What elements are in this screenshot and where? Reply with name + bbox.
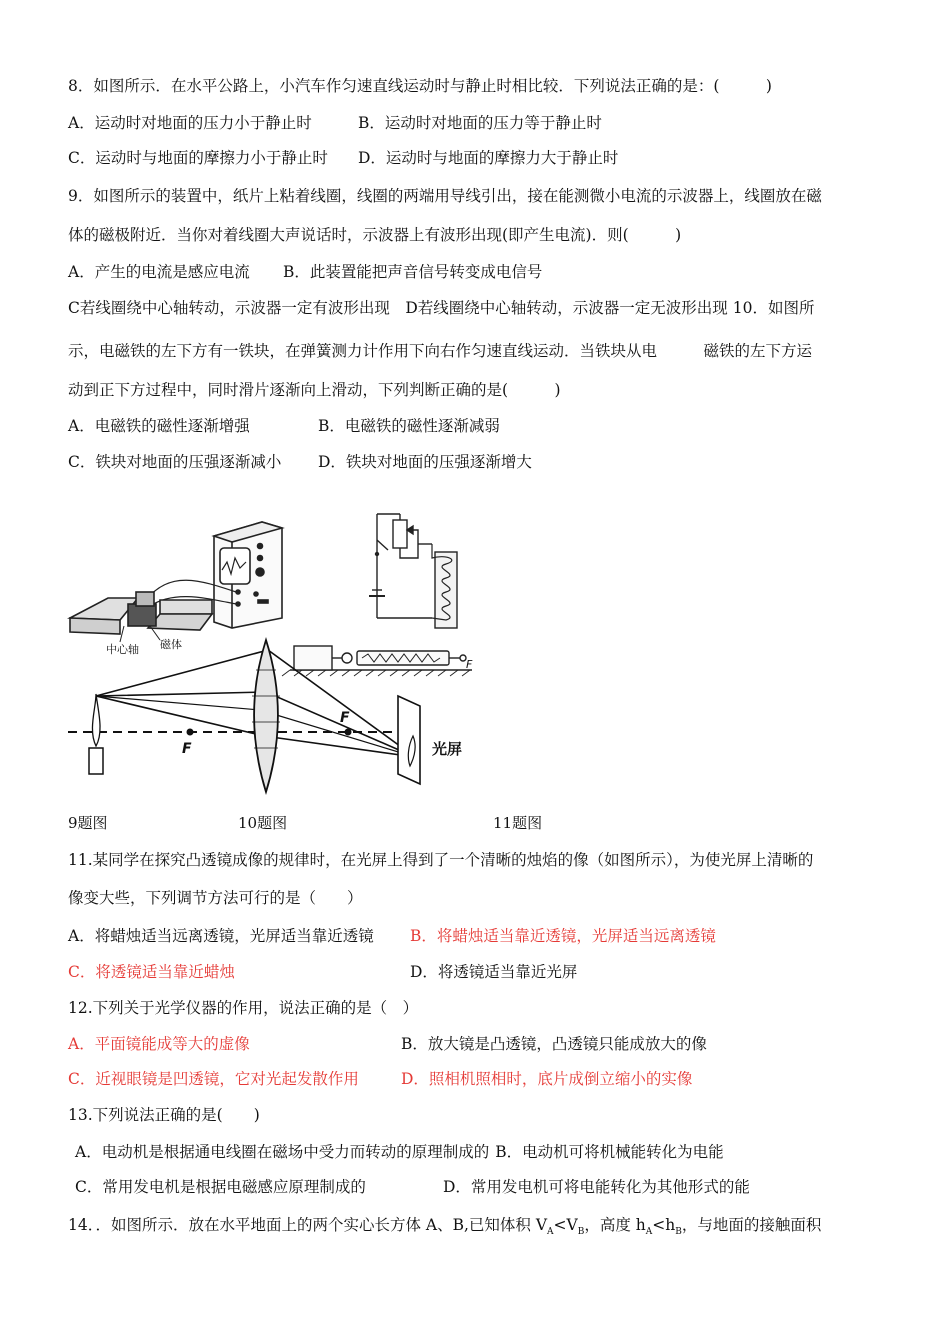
q10-option-d: D．铁块对地面的压强逐渐增大 (318, 453, 532, 471)
q9-option-a: A．产生的电流是感应电流 (68, 263, 250, 281)
q12-option-d: D．照相机照相时，底片成倒立缩小的实像 (401, 1070, 693, 1088)
q10-option-a: A．电磁铁的磁性逐渐增强 (68, 417, 250, 435)
q11-option-d: D．将透镜适当靠近光屏 (410, 963, 578, 981)
figures-area (0, 500, 950, 800)
fig10-circuit (282, 514, 472, 676)
q9-option-b: B．此装置能把声音信号转变成电信号 (283, 263, 543, 281)
q11-option-a: A．将蜡烛适当远离透镜，光屏适当靠近透镜 (68, 927, 374, 945)
q13-options-row2 (75, 1177, 750, 1197)
q8-stem: 8．如图所示．在水平公路上，小汽车作匀速直线运动时与静止时相比较．下列说法正确的是：( ) (68, 77, 772, 95)
q9-options-cd-and-q10: C若线圈绕中心轴转动，示波器一定有波形出现 D若线圈绕中心轴转动，示波器一定无波形出现 10．如图所 (68, 299, 815, 317)
q9-stem-line2: 体的磁极附近．当你对着线圈大声说话时，示波器上有波形出现(即产生电流)．则( ) (68, 226, 682, 244)
q14-lt1: <V (553, 1216, 578, 1234)
q12-stem: 12.下列关于光学仪器的作用，说法正确的是（ ） (68, 999, 419, 1017)
q8-options-row1 (68, 113, 602, 133)
q8-option-d: D．运动时与地面的摩擦力大于静止时 (358, 149, 619, 167)
q11-options-row2 (68, 962, 577, 982)
q13-option-c: C．常用发电机是根据电磁感应原理制成的 (75, 1178, 366, 1196)
q12-option-c: C．近视眼镜是凹透镜，它对光起发散作用 (68, 1070, 359, 1088)
fig9-label-axis: 中心轴 (106, 643, 139, 656)
fig10-label-f: F (466, 658, 473, 671)
q14-sub-b2: B (675, 1227, 682, 1238)
q10-options-row2 (68, 452, 532, 472)
fig9-label-magnet: 磁体 (160, 638, 182, 651)
q14-stem (68, 1215, 821, 1242)
q14-sub-b: B (577, 1227, 585, 1238)
caption-fig10: 10题图 (238, 814, 288, 832)
q12-option-b: B．放大镜是凸透镜，凸透镜只能成放大的像 (401, 1035, 707, 1053)
fig9-apparatus (70, 522, 282, 642)
q8-options-row2 (68, 148, 618, 168)
q14-lt2: <h (652, 1216, 676, 1234)
q8-option-b: B．运动时对地面的压力等于静止时 (358, 114, 602, 132)
q12-options-row2 (68, 1069, 692, 1089)
fig11-label-f2: F (340, 710, 350, 726)
q11-option-c: C．将透镜适当靠近蜡烛 (68, 963, 235, 981)
caption-fig9: 9题图 (68, 814, 108, 832)
q9-options-row1 (68, 262, 542, 282)
q10-options-row1 (68, 416, 500, 436)
q14-stem-start: 14．．如图所示．放在水平地面上的两个实心长方体 A、B,已知体积 V (68, 1216, 548, 1234)
q11-options-row1 (68, 926, 716, 946)
q9-stem-line1: 9．如图所示的装置中，纸片上粘着线圈，线圈的两端用导线引出，接在能测微小电流的示波器上，线圈放在磁 (68, 187, 822, 205)
q13-option-d: D．常用发电机可将电能转化为其他形式的能 (443, 1178, 750, 1196)
fig11-label-f1: F (182, 741, 192, 757)
q13-options-row1 (75, 1142, 724, 1162)
q12-options-row1 (68, 1034, 707, 1054)
q11-option-b: B．将蜡烛适当靠近透镜，光屏适当远离透镜 (410, 927, 716, 945)
q8-option-a: A．运动时对地面的压力小于静止时 (68, 114, 312, 132)
q8-option-c: C．运动时与地面的摩擦力小于静止时 (68, 149, 328, 167)
q11-stem-line2: 像变大些，下列调节方法可行的是（ ） (68, 889, 363, 907)
q10-option-c: C．铁块对地面的压强逐渐减小 (68, 453, 282, 471)
q13-option-a: A．电动机是根据通电线圈在磁场中受力而转动的原理制成的 (75, 1143, 490, 1161)
q10-option-b: B．电磁铁的磁性逐渐减弱 (318, 417, 500, 435)
q14-sub-a2: A (645, 1227, 653, 1238)
caption-fig11: 11题图 (493, 814, 543, 832)
q11-stem-line1: 11.某同学在探究凸透镜成像的规律时，在光屏上得到了一个清晰的烛焰的像（如图所示），为使光屏上清晰的 (68, 851, 814, 869)
q14-stem-end: ，与地面的接触面积 (681, 1216, 822, 1234)
q10-stem-line3: 动到正下方过程中，同时滑片逐渐向上滑动，下列判断正确的是( ) (68, 381, 561, 399)
q14-mid: ，高度 h (584, 1216, 646, 1234)
q13-stem: 13.下列说法正确的是( ) (68, 1106, 260, 1124)
q13-option-b: B．电动机可将机械能转化为电能 (495, 1143, 724, 1161)
q10-stem-line2: 示，电磁铁的左下方有一铁块，在弹簧测力计作用下向右作匀速直线运动．当铁块从电 磁铁的左下方运 (68, 342, 813, 360)
fig11-label-screen: 光屏 (432, 740, 463, 758)
q12-option-a: A．平面镜能成等大的虚像 (68, 1035, 250, 1053)
q14-sub-a: A (547, 1227, 554, 1238)
